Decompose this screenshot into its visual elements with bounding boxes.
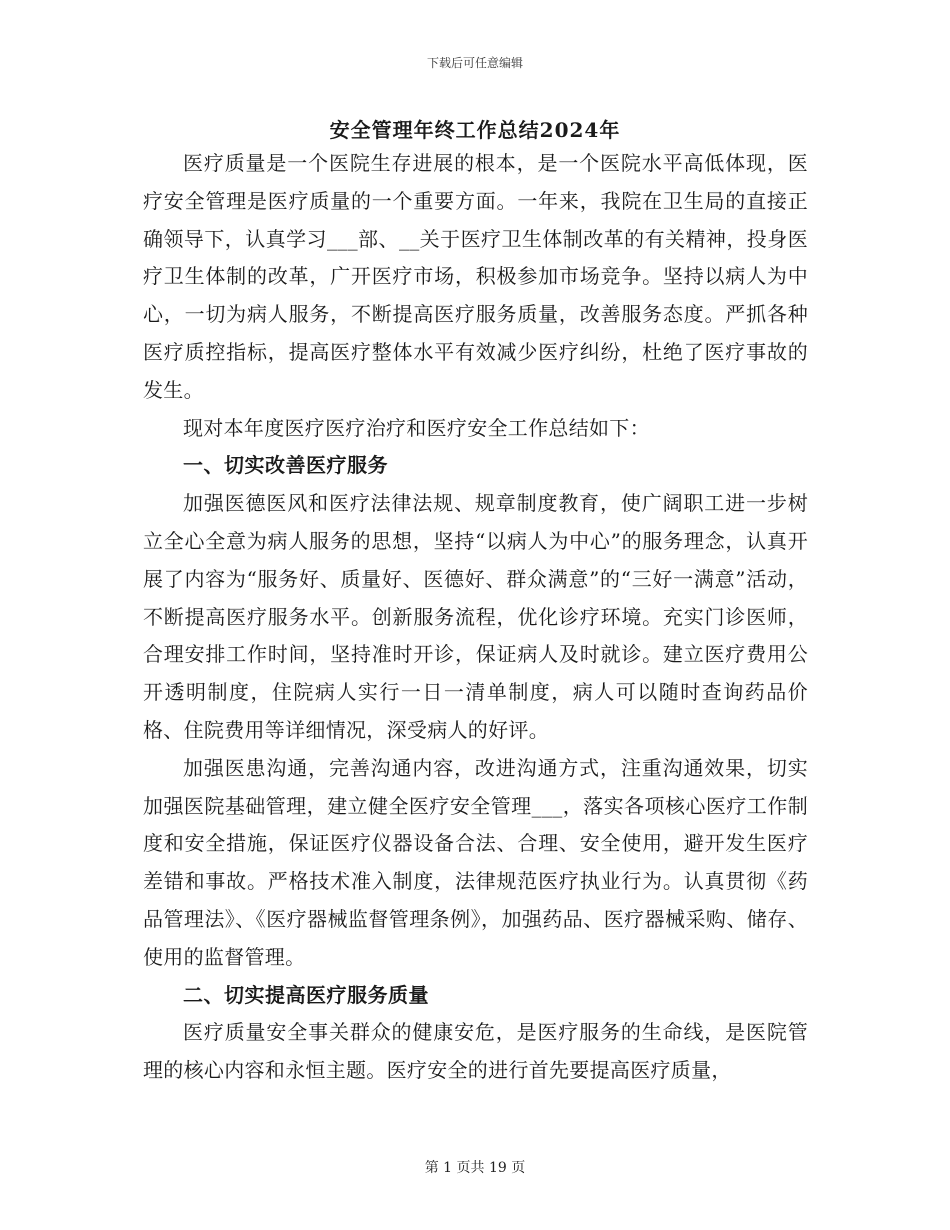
paragraph-section2-a: 医疗质量安全事关群众的健康安危，是医疗服务的生命线，是医院管理的核心内容和永恒主题。医疗安全的进行首先要提高医疗质量， (143, 1020, 808, 1083)
section-heading-1: 一、切实改善医疗服务 (183, 453, 388, 478)
section-heading-2: 二、切实提高医疗服务质量 (183, 982, 429, 1007)
page-header-note: 下载后可任意编辑 (426, 56, 523, 70)
paragraph-section1-a: 加强医德医风和医疗法律法规、规章制度教育，使广阔职工进一步树立全心全意为病人服务的思想，坚持“以病人为中心”的服务理念，认真开展了内容为“服务好、质量好、医德好、群众满意”的“三好一满意”活动，不断提高医疗服务水平。创新服务流程，优化诊疗环境。充实门诊医师，合理安排工作时间，坚持准时开诊，保证病人及时就诊。建立医疗费用公开透明制度，住院病人实行一日一清单制度，病人可以随时查询药品价格、住院费用等详细情况，深受病人的好评。 (143, 491, 808, 742)
paragraph-summary-lead: 现对本年度医疗医疗治疗和医疗安全工作总结如下： (183, 415, 650, 440)
page-footer: 第 1 页共 19 页 (424, 1160, 526, 1176)
document-title: 安全管理年终工作总结2024年 (329, 118, 621, 142)
document-body (143, 145, 808, 1090)
paragraph-intro: 医疗质量是一个医院生存进展的根本，是一个医院水平高低体现，医疗安全管理是医疗质量的一个重要方面。一年来，我院在卫生局的直接正确领导下，认真学习___部、__关于医疗卫生体制改革的有关精神，投身医疗卫生体制的改革，广开医疗市场，积极参加市场竞争。坚持以病人为中心，一切为病人服务，不断提高医疗服务质量，改善服务态度。严抓各种医疗质控指标，提高医疗整体水平有效减少医疗纠纷，杜绝了医疗事故的发生。 (143, 151, 808, 402)
paragraph-section1-b: 加强医患沟通，完善沟通内容，改进沟通方式，注重沟通效果，切实加强医院基础管理，建立健全医疗安全管理___，落实各项核心医疗工作制度和安全措施，保证医疗仪器设备合法、合理、安全使用，避开发生医疗差错和事故。严格技术准入制度，法律规范医疗执业行为。认真贯彻《药品管理法》、《医疗器械监督管理条例》，加强药品、医疗器械采购、储存、使用的监督管理。 (143, 755, 808, 969)
